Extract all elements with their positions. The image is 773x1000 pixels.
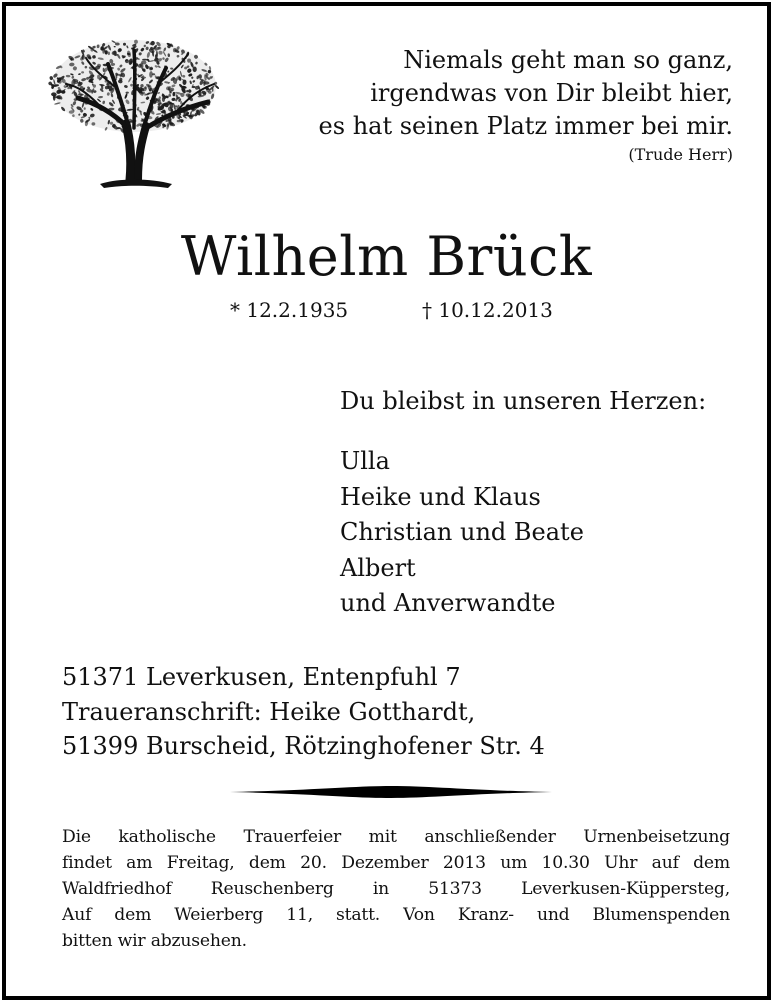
list-item: Christian und Beate xyxy=(340,518,584,546)
ornamental-divider xyxy=(230,785,552,799)
address-line: Traueranschrift: Heike Gotthardt, xyxy=(62,697,476,726)
deceased-name: Wilhelm Brück xyxy=(180,225,593,288)
ceremony-line: Die katholische Trauerfeier mit anschließender Urnenbeisetzung xyxy=(62,827,730,847)
ceremony-line: Auf dem Weierberg 11, statt. Von Kranz- und Blumenspenden xyxy=(62,905,730,925)
mourners-list xyxy=(340,444,584,622)
list-item: Heike und Klaus xyxy=(340,482,541,511)
epitaph-quote xyxy=(313,44,733,143)
quote-author: (Trude Herr) xyxy=(628,145,733,164)
quote-line: Niemals geht man so ganz, xyxy=(403,46,733,74)
ceremony-text xyxy=(62,824,730,954)
tree-icon xyxy=(38,28,230,190)
list-item: Albert xyxy=(340,553,416,582)
address-line: 51371 Leverkusen, Entenpfuhl 7 xyxy=(62,663,461,691)
ceremony-line: Waldfriedhof Reuschenberg in 51373 Leverkusen-Küppersteg, xyxy=(62,879,730,899)
ceremony-line: bitten wir abzusehen. xyxy=(62,931,247,951)
mourning-address xyxy=(62,660,545,764)
quote-line: es hat seinen Platz immer bei mir. xyxy=(318,112,733,140)
address-line: 51399 Burscheid, Rötzinghofener Str. 4 xyxy=(62,732,545,760)
ceremony-line: findet am Freitag, dem 20. Dezember 2013 um 10.30 Uhr auf dem xyxy=(62,853,730,873)
quote-line: irgendwas von Dir bleibt hier, xyxy=(370,79,733,107)
death-date: † 10.12.2013 xyxy=(422,298,553,322)
list-item: Ulla xyxy=(340,447,390,475)
mourners-intro: Du bleibst in unseren Herzen: xyxy=(340,387,707,415)
list-item: und Anverwandte xyxy=(340,589,556,617)
birth-date: * 12.2.1935 xyxy=(230,298,349,322)
